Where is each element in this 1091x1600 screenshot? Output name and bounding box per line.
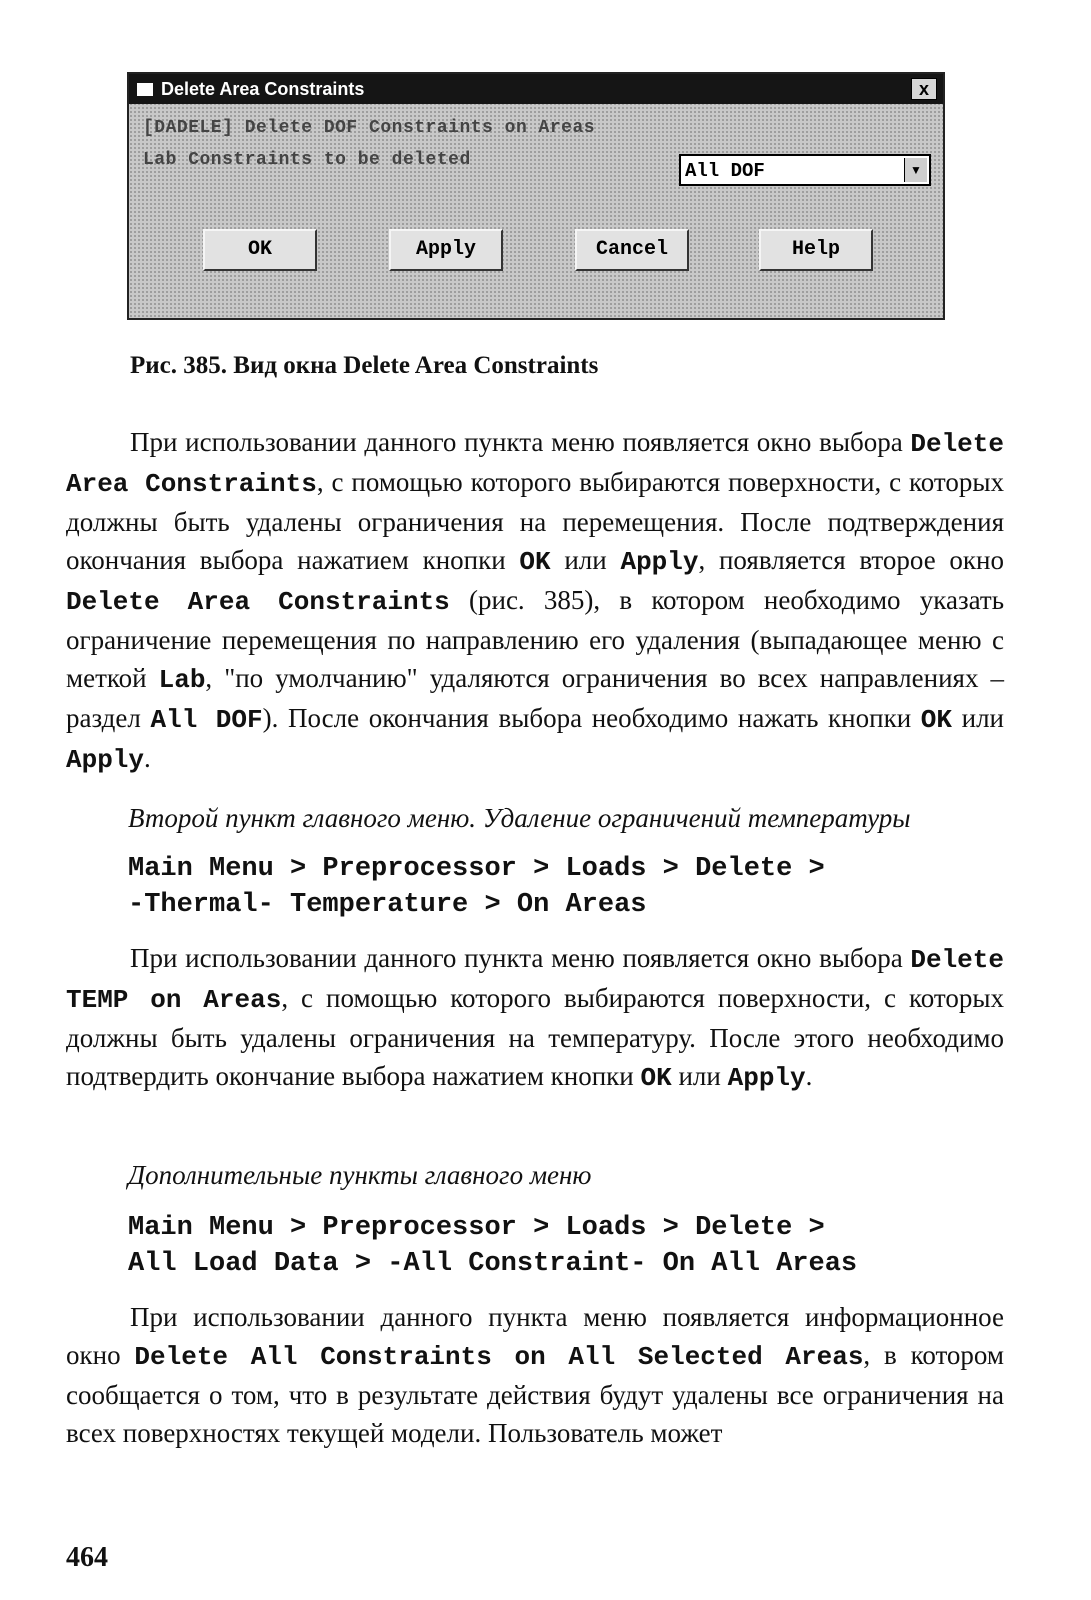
page-number: 464: [66, 1542, 108, 1573]
code-term: Delete All Constraints on All Selected Areas: [134, 1342, 864, 1372]
window-icon: [137, 83, 153, 96]
code-term: OK: [640, 1063, 672, 1093]
paragraph-3: [66, 1298, 1004, 1452]
code-term: Delete Area Constraints: [66, 429, 1004, 499]
menu-path-line: Main Menu > Preprocessor > Loads > Delete >: [128, 854, 825, 884]
text: .: [144, 743, 151, 773]
menu-path-line: -Thermal- Temperature > On Areas: [128, 890, 647, 920]
text: , с помощью которого выбираются поверхности, с которых должны быть удалены ограничения на температуру. После этого необходимо подтвердить окончание выбора нажатием кнопки: [66, 983, 1004, 1091]
text: , появляется второе окно: [698, 545, 1004, 575]
code-term: Apply: [727, 1063, 806, 1093]
code-term: OK: [920, 705, 952, 735]
code-term: Delete TEMP on Areas: [66, 945, 1004, 1015]
dialog-titlebar[interactable]: [129, 74, 943, 104]
help-button[interactable]: Help: [759, 229, 873, 271]
code-term: OK: [519, 547, 551, 577]
dialog-title: Delete Area Constraints: [161, 79, 365, 99]
text: , в котором сообщается о том, что в результате действия будут удалены все ограничения на всех поверхностях текущей модели. Пользователь может: [66, 1340, 1004, 1448]
section-heading-1: Второй пункт главного меню. Удаление ограничений температуры: [128, 803, 911, 833]
text: , с помощью которого выбираются поверхности, с которых должны быть удалены ограничения на перемещения. После подтверждения окончания выбора нажатием кнопки: [66, 467, 1004, 575]
code-term: Apply: [66, 745, 145, 775]
chevron-down-icon[interactable]: ▼: [904, 158, 927, 182]
code-term: Apply: [620, 547, 699, 577]
paragraph-1: [66, 423, 1004, 779]
text: При использовании данного пункта меню появляется информационное окно: [66, 1302, 1004, 1370]
text: или: [671, 1061, 728, 1091]
lab-dropdown[interactable]: [679, 154, 931, 186]
menu-path-2: [128, 1210, 857, 1282]
cancel-button[interactable]: Cancel: [575, 229, 689, 271]
text: .: [805, 1061, 813, 1091]
text: или: [952, 703, 1005, 733]
menu-path-line: All Load Data > -All Constraint- On All Areas: [128, 1249, 858, 1279]
menu-path-1: [128, 851, 825, 923]
text: При использовании данного пункта меню появляется окно выбора: [130, 943, 911, 973]
text: , "по умолчанию" удаляются ограничения во всех направлениях – раздел: [66, 663, 1004, 733]
command-label: [DADELE] Delete DOF Constraints on Areas: [143, 118, 596, 138]
text: или: [550, 545, 621, 575]
delete-area-constraints-dialog: [127, 72, 945, 320]
lab-label: Lab Constraints to be deleted: [143, 150, 471, 170]
menu-path-line: Main Menu > Preprocessor > Loads > Delete >: [128, 1213, 825, 1243]
figure-caption: Рис. 385. Вид окна Delete Area Constraints: [130, 352, 599, 379]
code-term: Delete Area Constraints: [66, 587, 450, 617]
lab-dropdown-value: All DOF: [685, 160, 765, 182]
text: ). После окончания выбора необходимо нажать кнопки: [262, 703, 921, 733]
paragraph-2: [66, 939, 1004, 1097]
text: (рис. 385), в котором необходимо указать ограничение перемещения по направлению его удаления (выпадающее меню с меткой: [66, 585, 1005, 693]
code-term: All DOF: [150, 705, 263, 735]
ok-button[interactable]: OK: [203, 229, 317, 271]
text: При использовании данного пункта меню появляется окно выбора: [130, 427, 911, 457]
close-icon[interactable]: x: [911, 78, 937, 100]
apply-button[interactable]: Apply: [389, 229, 503, 271]
section-heading-2: Дополнительные пункты главного меню: [128, 1160, 592, 1190]
code-term: Lab: [158, 665, 206, 695]
